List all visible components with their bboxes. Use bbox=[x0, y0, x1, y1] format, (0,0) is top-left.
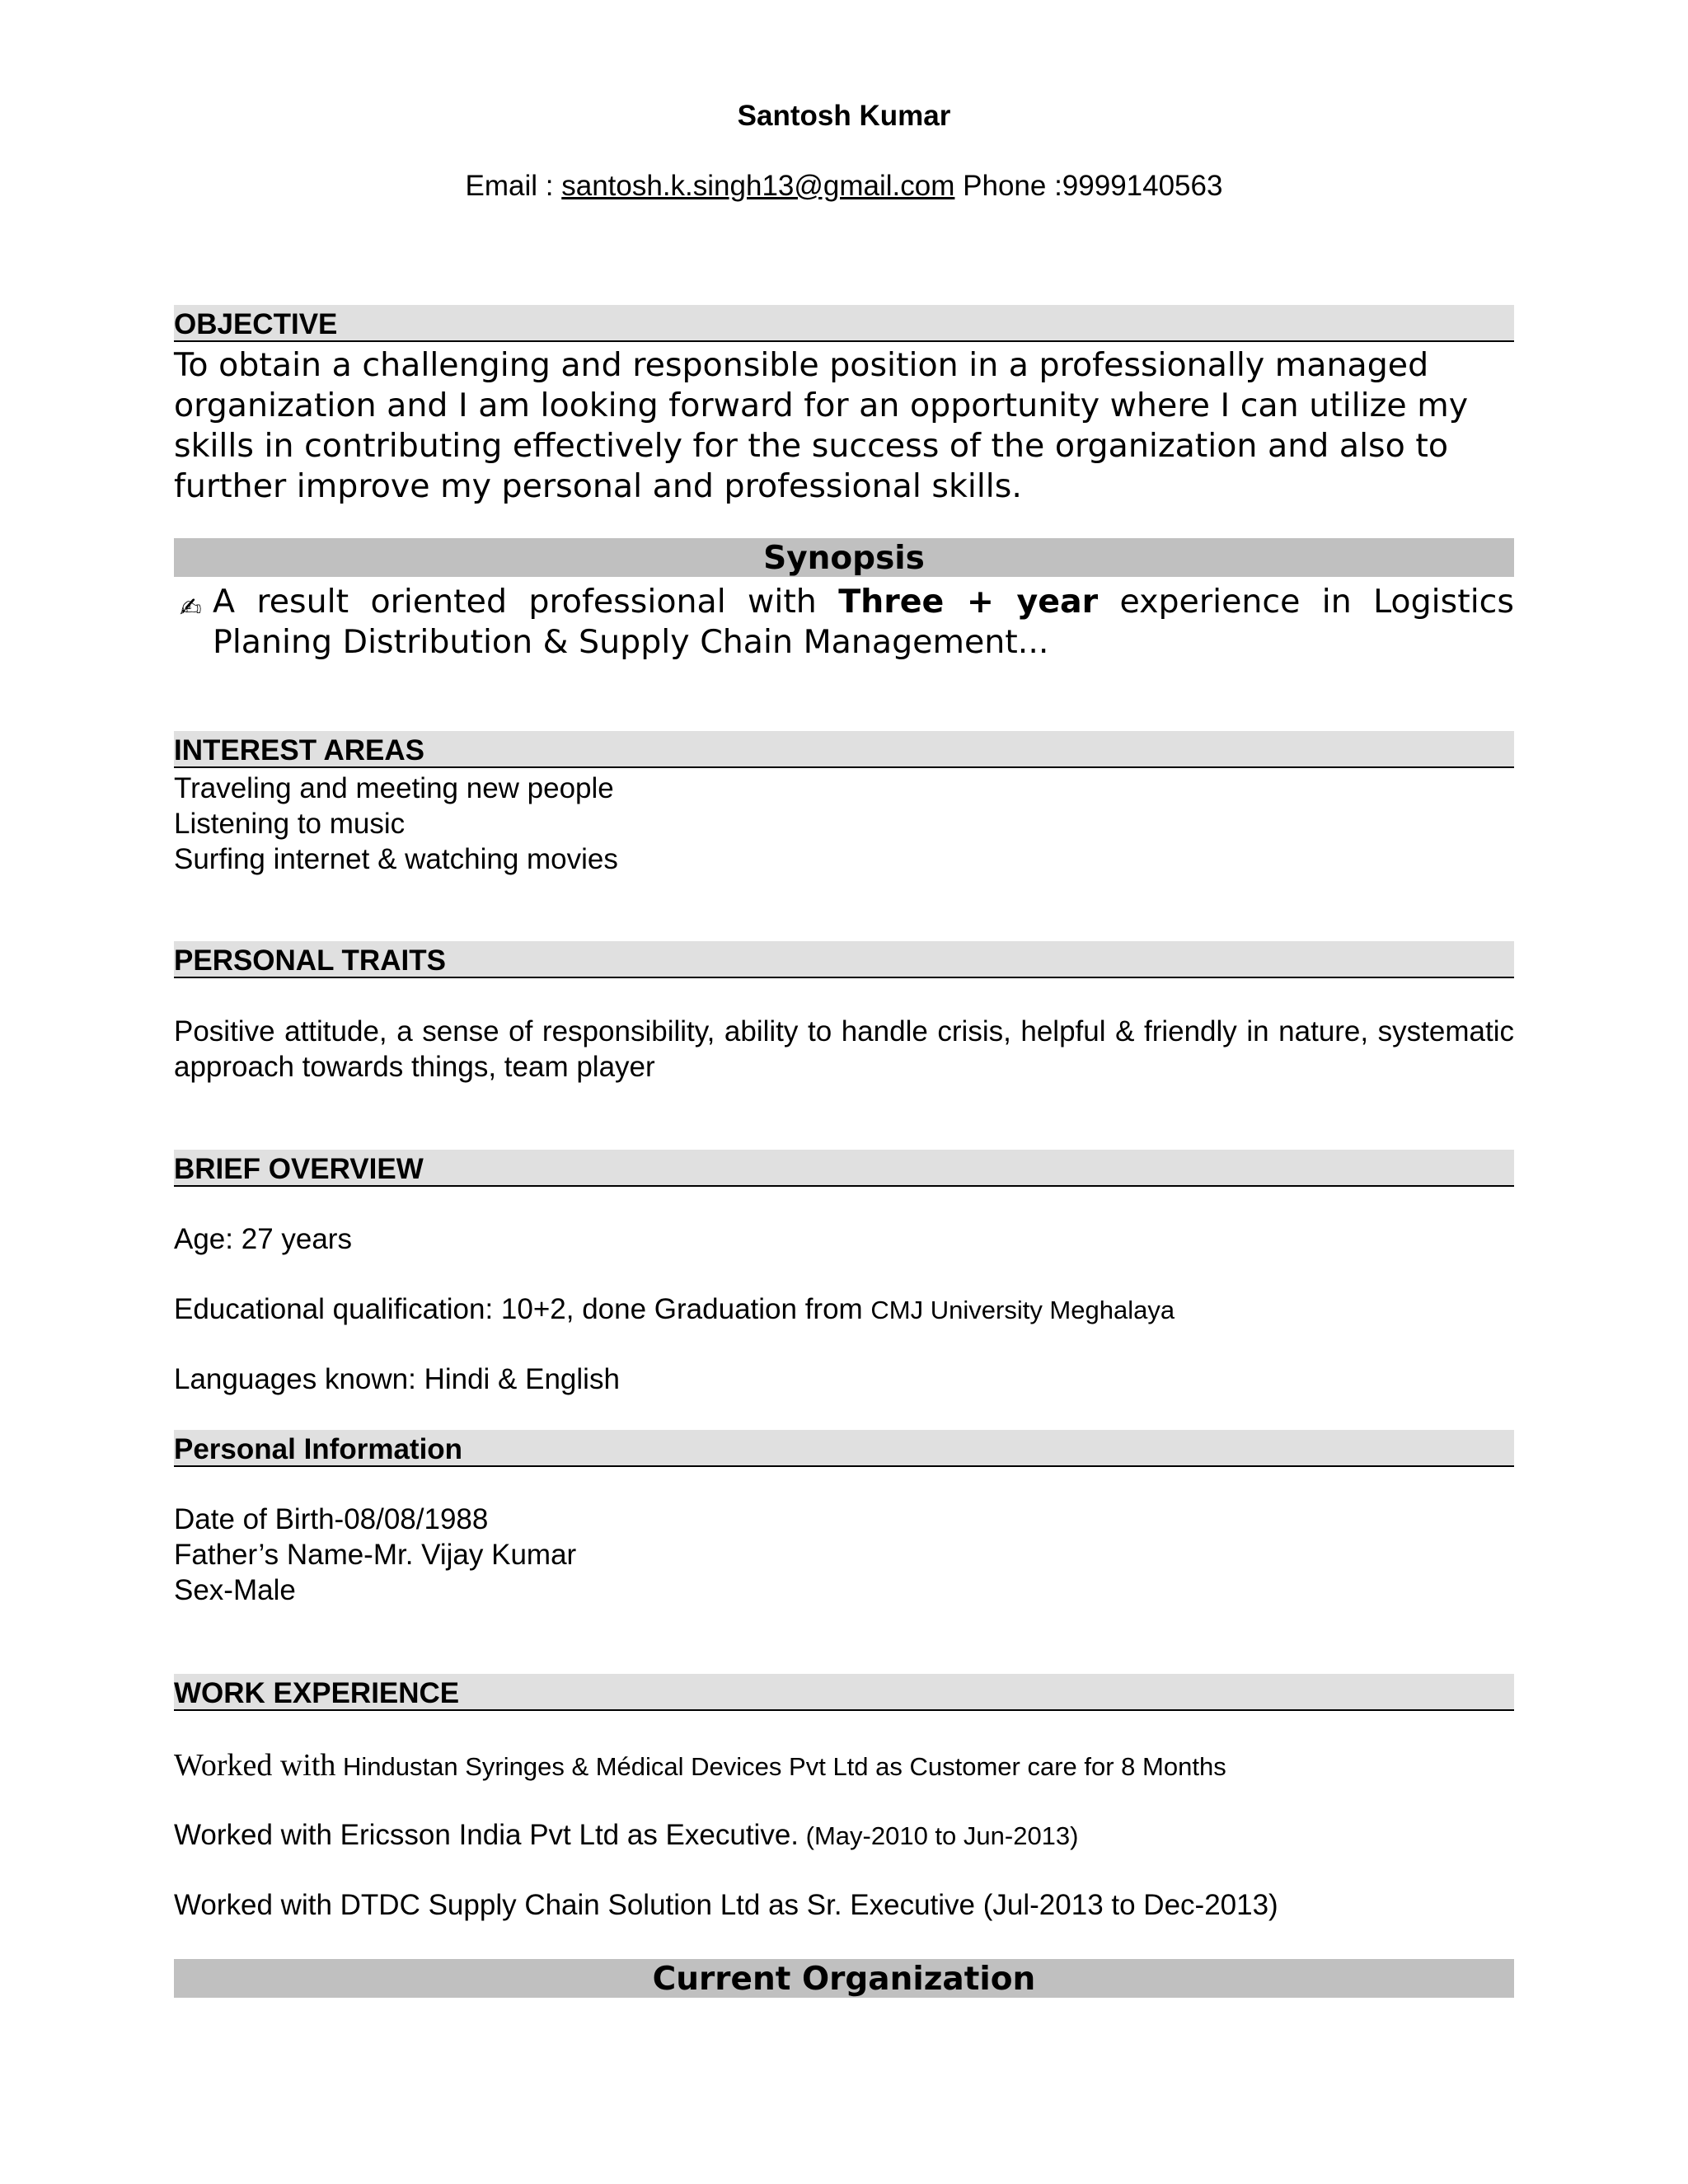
synopsis-heading: Synopsis bbox=[174, 538, 1514, 577]
work-experience-heading: WORK EXPERIENCE bbox=[174, 1674, 1514, 1711]
writing-hand-icon: ✍ bbox=[180, 592, 202, 623]
interest-item: Listening to music bbox=[174, 808, 406, 840]
age-text: Age: 27 years bbox=[174, 1223, 352, 1255]
email-link[interactable]: santosh.k.singh13@gmail.com bbox=[561, 170, 955, 202]
synopsis-text-end: experience in Logistics Planing Distribution & Supply Chain Management... bbox=[213, 583, 1514, 661]
synopsis-text-start: A result oriented professional with bbox=[213, 583, 839, 621]
job-entry-details: Hindustan Syringes & Médical Devices Pvt Ltd as Customer care for 8 Months bbox=[335, 1752, 1226, 1781]
brief-overview-heading: BRIEF OVERVIEW bbox=[174, 1150, 1514, 1187]
personal-traits-text: Positive attitude, a sense of responsibility, ability to handle crisis, helpful & friendly in nature, systematic approach towards things, team player bbox=[174, 1015, 1514, 1083]
job-entry-dates: (May-2010 to Jun-2013) bbox=[799, 1821, 1079, 1850]
personal-information-heading: Personal Information bbox=[174, 1430, 1514, 1467]
education-prefix: Educational qualification: 10+2, done Graduation from bbox=[174, 1293, 871, 1325]
synopsis-text bbox=[213, 582, 1514, 663]
phone-text: Phone :9999140563 bbox=[963, 170, 1223, 202]
email-label: Email : bbox=[465, 170, 554, 202]
job-entry-ericsson bbox=[174, 1817, 1079, 1854]
job-entry-prefix: Worked with bbox=[174, 1748, 336, 1783]
job-entry-dtdc: Worked with DTDC Supply Chain Solution Ltd as Sr. Executive (Jul-2013 to Dec-2013) bbox=[174, 1889, 1278, 1921]
objective-heading: OBJECTIVE bbox=[174, 305, 1514, 342]
personal-traits-heading: PERSONAL TRAITS bbox=[174, 941, 1514, 978]
job-entry-hindustan bbox=[174, 1748, 1226, 1784]
sex-text: Sex-Male bbox=[174, 1574, 296, 1606]
education-text bbox=[174, 1291, 1175, 1328]
father-name-text: Father’s Name-Mr. Vijay Kumar bbox=[174, 1539, 577, 1571]
job-entry-main: Worked with Ericsson India Pvt Ltd as Executive. bbox=[174, 1819, 799, 1851]
dob-text: Date of Birth-08/08/1988 bbox=[174, 1503, 489, 1535]
interest-areas-heading: INTEREST AREAS bbox=[174, 731, 1514, 768]
university-name: CMJ University Meghalaya bbox=[870, 1296, 1175, 1324]
contact-line bbox=[0, 167, 1688, 205]
objective-text: To obtain a challenging and responsible position in a professionally managed organization and I am looking forward for an opportunity where I can utilize my skills in contributing effectively for the success of the organization and also to further improve my personal and professional skills. bbox=[174, 346, 1469, 505]
interest-item: Traveling and meeting new people bbox=[174, 772, 614, 804]
current-organization-heading: Current Organization bbox=[174, 1959, 1514, 1998]
languages-text: Languages known: Hindi & English bbox=[174, 1363, 620, 1395]
candidate-name: Santosh Kumar bbox=[737, 100, 951, 132]
interest-item: Surfing internet & watching movies bbox=[174, 843, 618, 875]
synopsis-experience-years: Three + year bbox=[838, 583, 1099, 621]
